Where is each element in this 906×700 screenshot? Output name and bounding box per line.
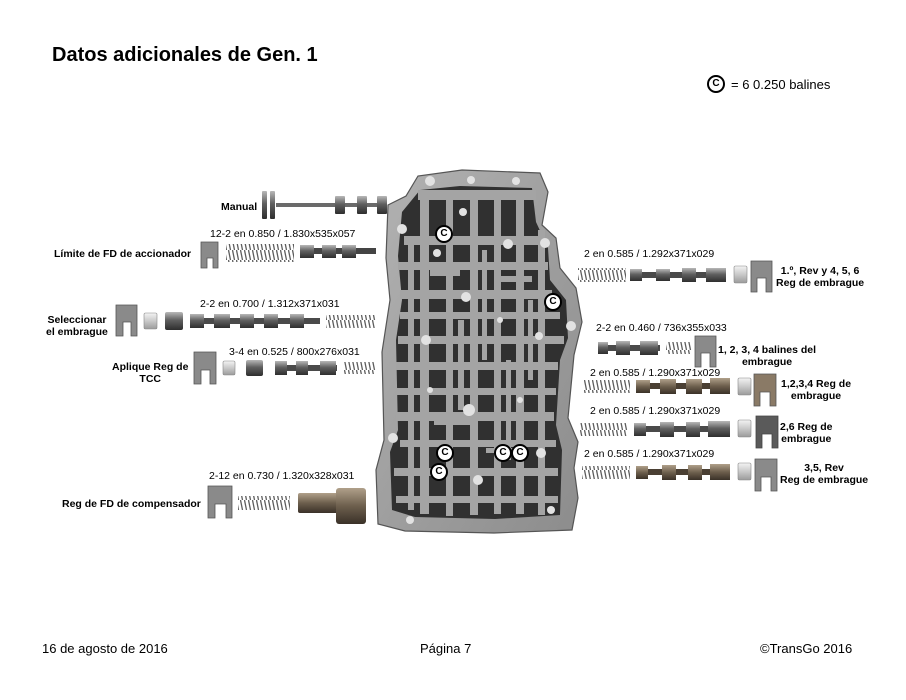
right-clip-4 [756,416,778,448]
right-spring-5 [582,466,630,479]
clutch-select-spring [326,315,376,328]
right-spec-5: 2 en 0.585 / 1.290x371x029 [584,448,715,460]
right-spring-2 [666,342,692,354]
compensator-valve [298,488,366,524]
right-valve-1 [630,268,726,282]
checkball-icon: C [436,444,454,462]
compensator-label: Reg de FD de compensador [62,498,201,510]
right-label-5: 3,5, Rev Reg de embrague [780,462,869,486]
right-clip-3 [754,374,776,406]
checkball-icon: C [494,444,512,462]
footer-copyright: ©TransGo 2016 [760,641,853,656]
actuator-limit-label: Límite de FD de accionador [54,248,192,260]
actuator-limit-spring [226,244,294,262]
clutch-select-plug [165,312,183,330]
right-spec-2: 2-2 en 0.460 / 736x355x033 [596,322,727,334]
compensator-spring [238,496,290,510]
checkball-icon: C [430,463,448,481]
right-clip-2 [695,336,716,367]
right-label-3: 1,2,3,4 Reg de embrague [781,378,852,402]
tcc-apply-valve [275,361,337,375]
right-sleeve-3 [738,378,751,395]
compensator-clip [208,486,232,518]
right-sleeve-1 [734,266,747,283]
checkball-icon: C [435,225,453,243]
right-valve-2 [598,341,660,355]
manual-label: Manual [221,201,258,213]
right-label-2: 1, 2, 3, 4 balines del embrague [718,344,817,368]
right-spring-1 [578,268,626,282]
tcc-apply-label: Aplique Reg de TCC [112,361,189,385]
right-valve-3 [636,378,730,394]
checkball-icon: C [544,293,562,311]
right-valve-4 [634,421,730,437]
clutch-select-valve [190,314,320,328]
manual-valve [262,191,387,219]
clutch-select-sleeve [144,313,157,329]
tcc-apply-clip [194,352,216,384]
tcc-apply-sleeve [223,361,235,375]
footer-date: 16 de agosto de 2016 [42,641,168,656]
actuator-limit-clip [201,242,218,268]
right-spec-4: 2 en 0.585 / 1.290x371x029 [590,405,721,417]
clutch-select-clip [116,305,137,336]
compensator-spec: 2-12 en 0.730 / 1.320x328x031 [209,470,355,482]
tcc-apply-spec: 3-4 en 0.525 / 800x276x031 [229,346,360,358]
right-spec-1: 2 en 0.585 / 1.292x371x029 [584,248,715,260]
right-label-4: 2,6 Reg de embrague [780,421,833,445]
tcc-apply-plug [246,360,263,376]
right-sleeve-5 [738,463,751,480]
right-sleeve-4 [738,420,751,437]
actuator-limit-spec: 12-2 en 0.850 / 1.830x535x057 [210,228,356,240]
tcc-apply-spring [344,362,376,374]
right-clip-5 [755,459,777,491]
page-title: Datos adicionales de Gen. 1 [52,44,318,66]
footer-page-number: Página 7 [420,641,472,656]
actuator-limit-valve [300,245,376,258]
right-valve-5 [636,464,730,480]
right-clip-1 [751,261,772,292]
right-spring-4 [580,423,628,436]
checkball-icon: C [511,444,529,462]
checkball-legend-text: = 6 0.250 balines [731,76,831,92]
right-spec-3: 2 en 0.585 / 1.290x371x029 [590,367,721,379]
checkball-icon: C [707,75,725,93]
clutch-select-spec: 2-2 en 0.700 / 1.312x371x031 [200,298,340,310]
right-spring-3 [584,380,630,393]
right-label-1: 1.º, Rev y 4, 5, 6 Reg de embrague [776,265,865,289]
clutch-select-label: Seleccionar el embrague [46,314,108,338]
